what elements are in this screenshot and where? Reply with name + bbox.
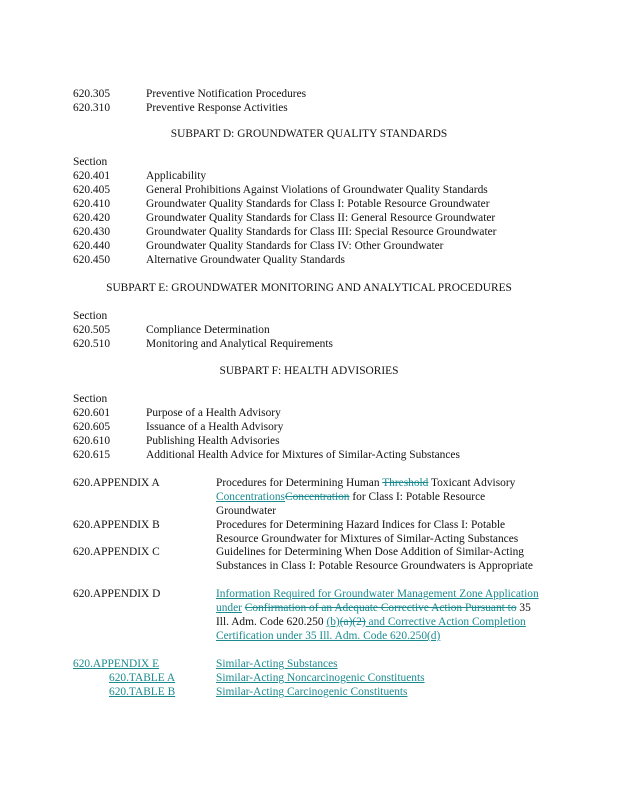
- table-b-description: [216, 685, 541, 699]
- section-number: 620.420: [73, 212, 111, 224]
- toc-row-620-310: [0, 101, 618, 115]
- section-title: Additional Health Advice for Mixtures of Similar-Acting Substances: [146, 449, 460, 461]
- section-title: Preventive Notification Procedures: [146, 88, 307, 100]
- toc-row: [0, 225, 618, 239]
- appendix-a-label: 620.APPENDIX A: [73, 477, 160, 489]
- toc-row: [0, 211, 618, 225]
- table-a-description: [216, 671, 541, 685]
- appendix-e-description: [216, 657, 541, 671]
- inserted-text: Similar-Acting Carcinogenic Constituents: [216, 686, 408, 698]
- section-number: 620.305: [73, 88, 111, 100]
- section-title: Preventive Response Activities: [146, 102, 288, 114]
- appendix-d-description: [216, 587, 541, 643]
- section-title: Issuance of a Health Advisory: [146, 421, 284, 433]
- section-title: Groundwater Quality Standards for Class II: General Resource Groundwater: [146, 212, 496, 224]
- inserted-text: Similar-Acting Noncarcinogenic Constituents: [216, 672, 425, 684]
- inserted-text: Similar-Acting Substances: [216, 658, 338, 670]
- section-number: 620.405: [73, 184, 111, 196]
- section-title: Applicability: [146, 170, 207, 182]
- section-label: [0, 155, 618, 169]
- section-label-text: Section: [73, 156, 108, 168]
- inserted-text: Concentrations: [216, 491, 285, 503]
- inserted-text: Information Required for Groundwater Management Zone Application under: [216, 588, 539, 614]
- appendix-c-label: 620.APPENDIX C: [73, 546, 160, 558]
- appendix-a-text: Procedures for Determining Human: [216, 477, 383, 489]
- toc-row-620-305: [0, 87, 618, 101]
- table-a-label: 620.TABLE A: [109, 672, 176, 684]
- section-title: Groundwater Quality Standards for Class IV: Other Groundwater: [146, 240, 444, 252]
- section-title: Alternative Groundwater Quality Standards: [146, 254, 345, 266]
- toc-row: [0, 406, 618, 420]
- toc-row: [0, 337, 618, 351]
- deleted-text: Threshold: [382, 477, 429, 489]
- section-number: 620.410: [73, 198, 111, 210]
- section-number: 620.505: [73, 324, 111, 336]
- appendix-d-text: 35 Ill. Adm. Code 620.250: [216, 602, 531, 628]
- section-number: 620.615: [73, 449, 111, 461]
- subpart-d-heading: SUBPART D: GROUNDWATER QUALITY STANDARDS: [170, 128, 448, 140]
- inserted-text: (b): [326, 616, 340, 628]
- section-title: Purpose of a Health Advisory: [146, 407, 281, 419]
- subpart-e-heading: SUBPART E: GROUNDWATER MONITORING AND ANALYTICAL PROCEDURES: [106, 282, 512, 294]
- subpart-f-heading: SUBPART F: HEALTH ADVISORIES: [219, 365, 399, 377]
- section-number: 620.310: [73, 102, 111, 114]
- section-number: 620.605: [73, 421, 111, 433]
- section-title: Monitoring and Analytical Requirements: [146, 338, 333, 350]
- section-number: 620.610: [73, 435, 111, 447]
- section-label: [0, 392, 618, 406]
- toc-row: [0, 239, 618, 253]
- deleted-text: Confirmation of an Adequate Corrective Action Pursuant to: [244, 602, 517, 614]
- toc-row: [0, 448, 618, 462]
- toc-row: [0, 253, 618, 267]
- toc-row: [0, 420, 618, 434]
- appendix-e-label: 620.APPENDIX E: [73, 658, 160, 670]
- section-number: 620.450: [73, 254, 111, 266]
- appendix-c-description: Guidelines for Determining When Dose Addition of Similar-Acting Substances in Class I: Potable Resource Groundwaters is Appropriate: [216, 546, 533, 572]
- section-label-text: Section: [73, 310, 108, 322]
- toc-row: [0, 183, 618, 197]
- toc-row: [0, 323, 618, 337]
- deleted-text: (a)(2): [339, 616, 366, 628]
- toc-row: [0, 434, 618, 448]
- section-title: Groundwater Quality Standards for Class III: Special Resource Groundwater: [146, 226, 497, 238]
- section-number: 620.601: [73, 407, 111, 419]
- section-title: General Prohibitions Against Violations of Groundwater Quality Standards: [146, 184, 488, 196]
- section-number: 620.440: [73, 240, 111, 252]
- appendix-a-text: Toxicant Advisory: [428, 477, 516, 489]
- toc-row: [0, 197, 618, 211]
- section-number: 620.401: [73, 170, 111, 182]
- appendix-b-label: 620.APPENDIX B: [73, 519, 160, 531]
- inserted-text: and Corrective Action Completion Certification under 35 Ill. Adm. Code 620.250(d): [216, 616, 526, 642]
- section-label-text: Section: [73, 393, 108, 405]
- section-number: 620.510: [73, 338, 111, 350]
- section-title: Publishing Health Advisories: [146, 435, 280, 447]
- table-b-label: 620.TABLE B: [109, 686, 176, 698]
- appendix-a-description: [216, 476, 541, 518]
- deleted-text: Concentration: [284, 491, 350, 503]
- appendix-b-description: Procedures for Determining Hazard Indices for Class I: Potable Resource Groundwater for Mixtures of Similar-Acting Substances: [216, 519, 519, 545]
- section-label: [0, 309, 618, 323]
- section-title: Compliance Determination: [146, 324, 270, 336]
- appendix-d-label: 620.APPENDIX D: [73, 588, 161, 600]
- section-number: 620.430: [73, 226, 111, 238]
- section-title: Groundwater Quality Standards for Class I: Potable Resource Groundwater: [146, 198, 490, 210]
- appendix-a-text: for Class I: Potable Resource Groundwater: [216, 491, 486, 517]
- toc-row: [0, 169, 618, 183]
